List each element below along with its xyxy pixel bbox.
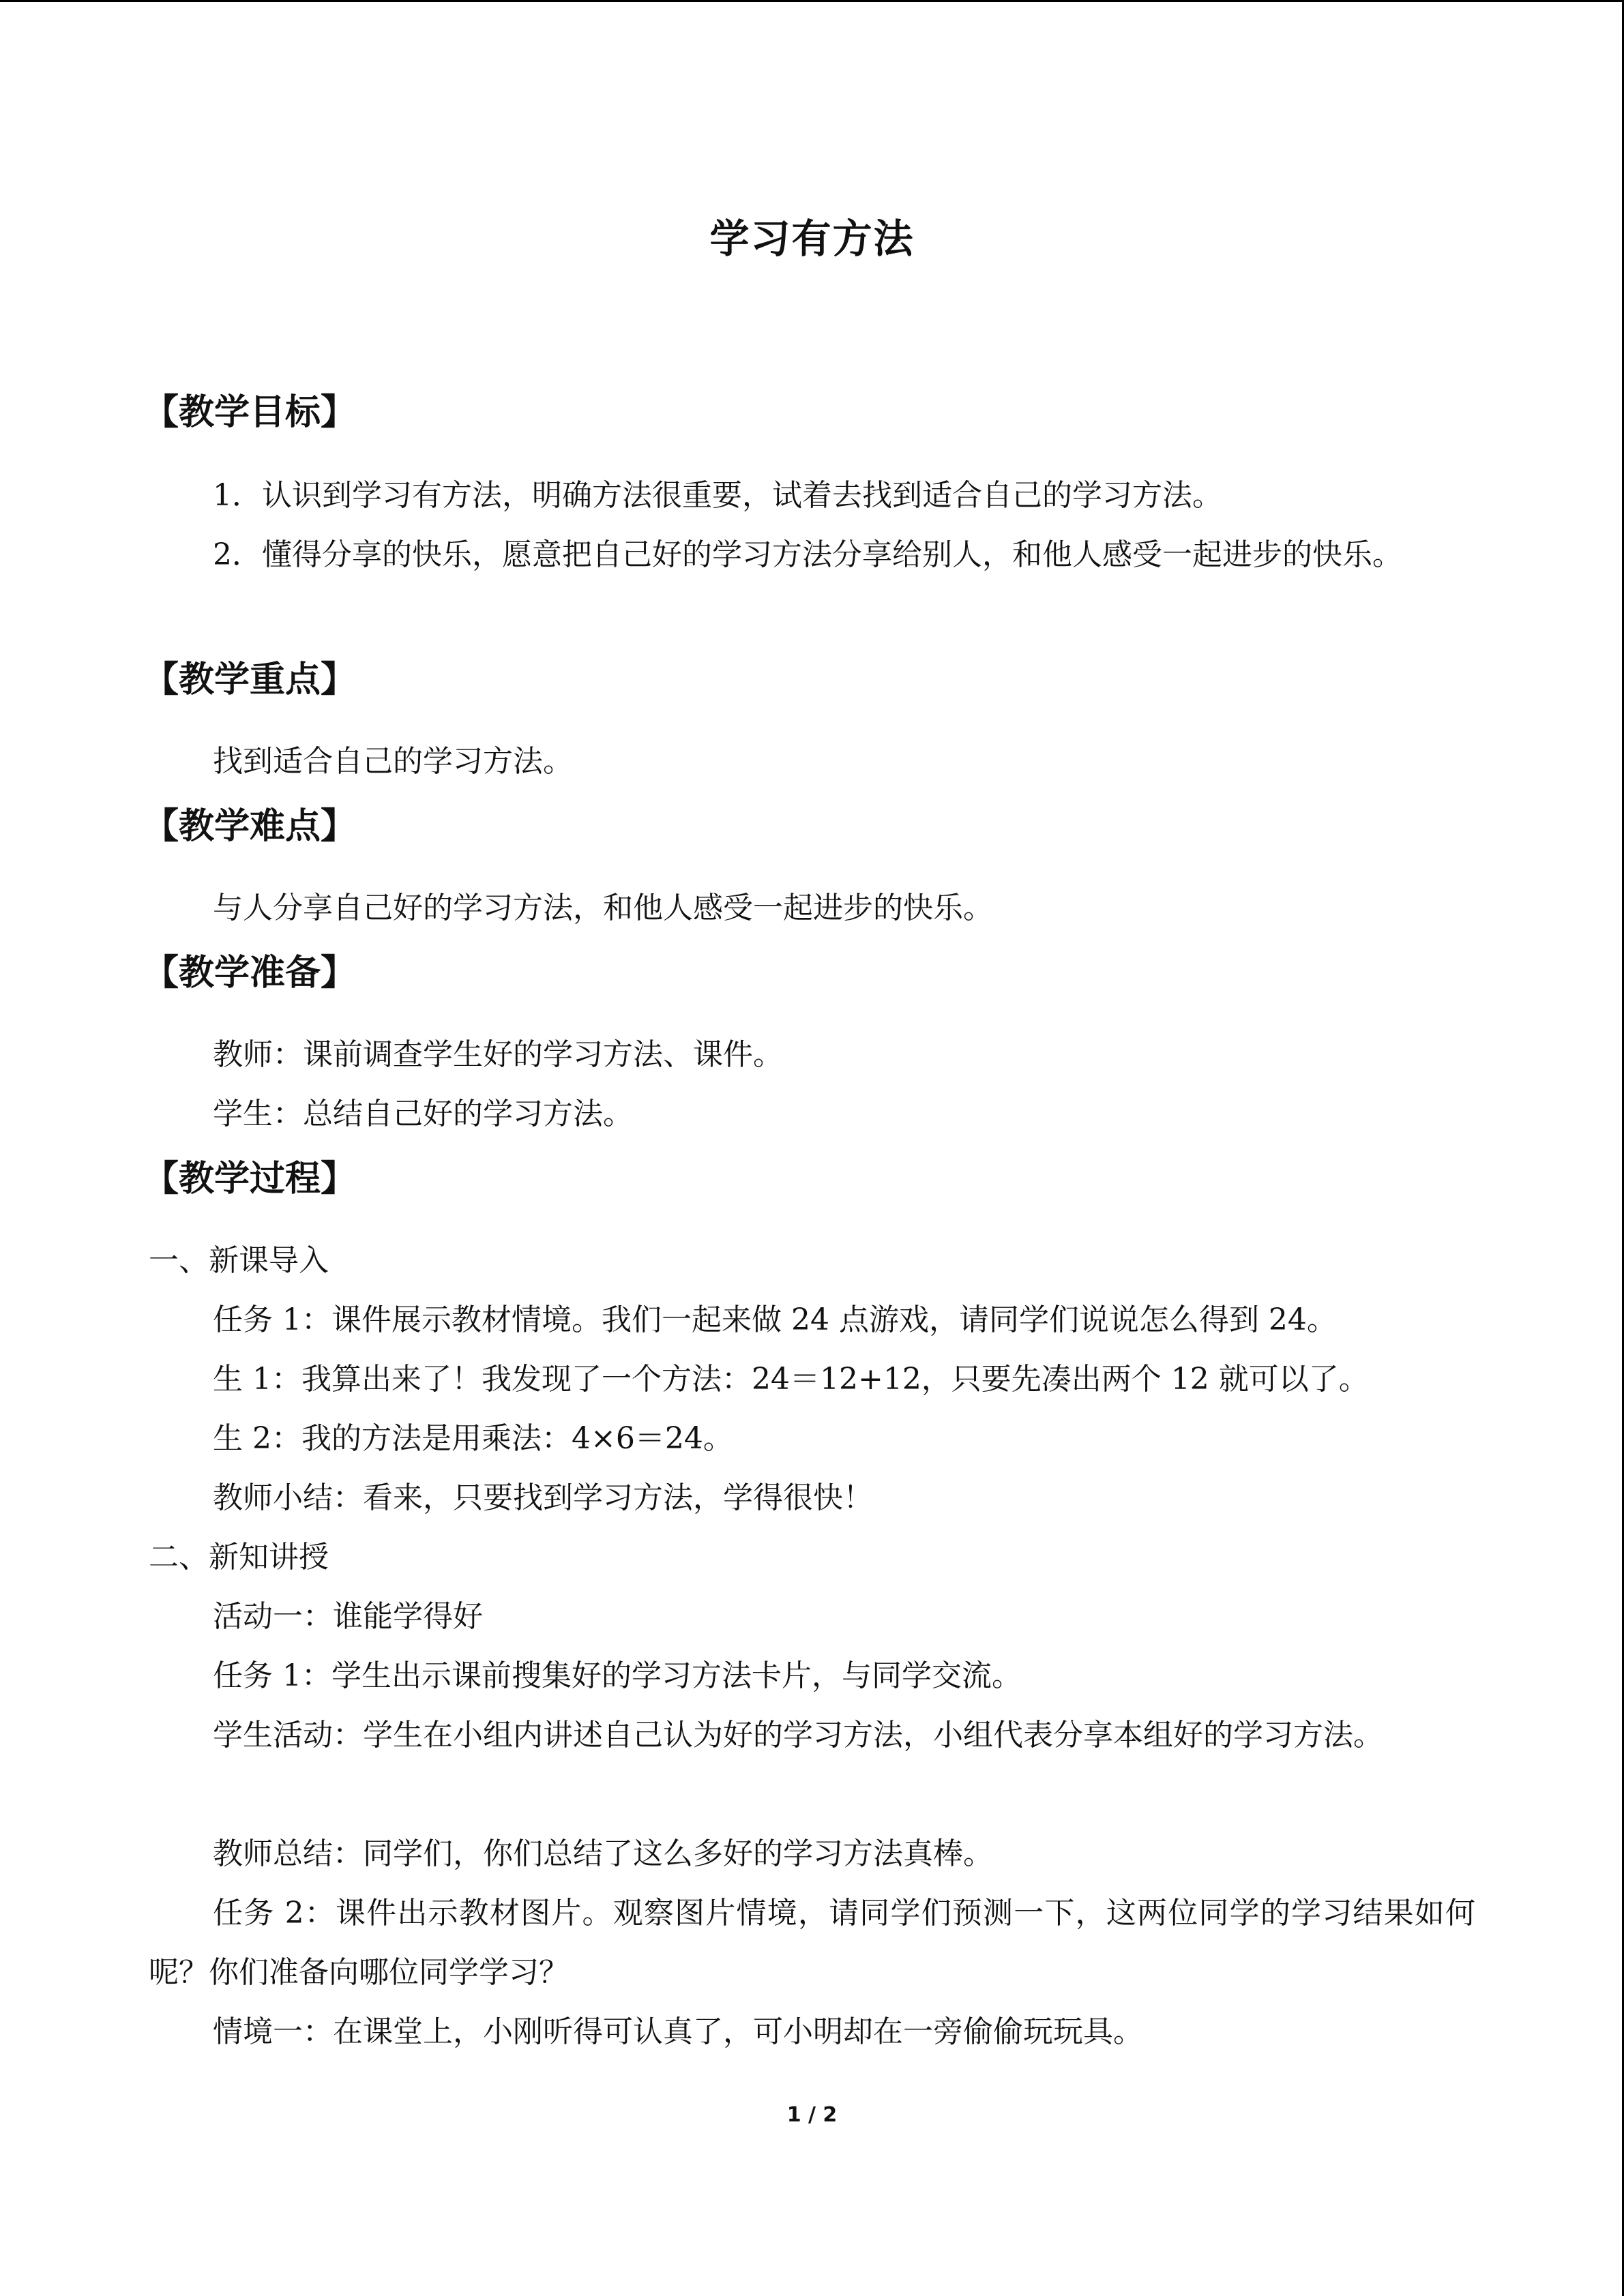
- process-part1-title: 一、新课导入: [149, 1243, 329, 1278]
- heading-key-points: 【教学重点】: [143, 659, 357, 700]
- page-border-top: [0, 0, 1624, 2]
- part1-line-1: 任务 1：课件展示教材情境。我们一起来做 24 点游戏，请同学们说说怎么得到 24。: [213, 1302, 1337, 1337]
- part1-line-2: 生 1：我算出来了！我发现了一个方法：24＝12+12，只要先凑出两个 12 就可以了。: [213, 1362, 1369, 1397]
- part2-task2: 任务 2：课件出示教材图片。观察图片情境，请同学们预测一下，这两位同学的学习结果如何呢？你们准备向哪位同学学习？: [149, 1896, 1475, 1990]
- objective-item-1: 1．认识到学习有方法，明确方法很重要，试着去找到适合自己的学习方法。: [213, 478, 1222, 513]
- objective-item-2: 2．懂得分享的快乐，愿意把自己好的学习方法分享给别人，和他人感受一起进步的快乐。: [213, 537, 1402, 572]
- heading-difficulties: 【教学难点】: [143, 806, 357, 847]
- part1-line-3: 生 2：我的方法是用乘法：4×6＝24。: [213, 1421, 733, 1456]
- part2-scene1: 情境一：在课堂上，小刚听得可认真了，可小明却在一旁偷偷玩玩具。: [213, 2014, 1143, 2049]
- part2-activity: 活动一：谁能学得好: [213, 1599, 483, 1634]
- part2-task1: 任务 1：学生出示课前搜集好的学习方法卡片，与同学交流。: [213, 1658, 1022, 1693]
- page-title: 学习有方法: [709, 215, 915, 262]
- key-points-text: 找到适合自己的学习方法。: [213, 744, 573, 779]
- preparation-teacher: 教师：课前调查学生好的学习方法、课件。: [213, 1037, 783, 1072]
- part1-line-4: 教师小结：看来，只要找到学习方法，学得很快！: [213, 1480, 873, 1515]
- heading-process: 【教学过程】: [143, 1159, 357, 1199]
- heading-preparation: 【教学准备】: [143, 953, 357, 994]
- page-number: 1 / 2: [786, 2103, 838, 2127]
- preparation-student: 学生：总结自己好的学习方法。: [213, 1097, 633, 1131]
- part2-student-activity: 学生活动：学生在小组内讲述自己认为好的学习方法，小组代表分享本组好的学习方法。: [213, 1718, 1383, 1753]
- part2-teacher-summary: 教师总结：同学们，你们总结了这么多好的学习方法真棒。: [213, 1836, 993, 1871]
- difficulties-text: 与人分享自己好的学习方法，和他人感受一起进步的快乐。: [213, 891, 993, 925]
- heading-objectives: 【教学目标】: [143, 392, 357, 433]
- process-part2-title: 二、新知讲授: [149, 1540, 329, 1575]
